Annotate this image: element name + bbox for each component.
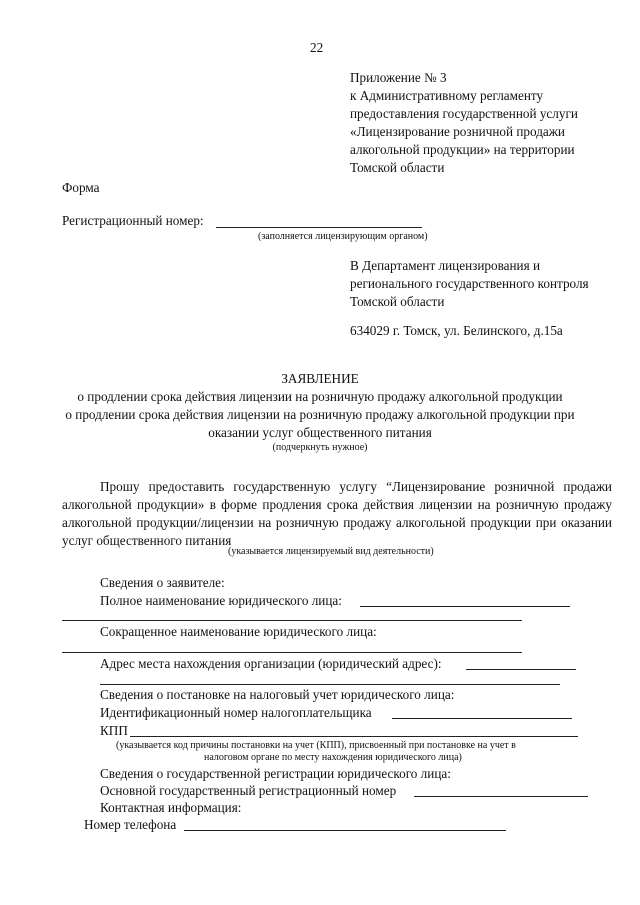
registration-label: Регистрационный номер:: [62, 213, 204, 228]
appendix-line: «Лицензирование розничной продажи: [350, 124, 565, 139]
appendix-line: предоставления государственной услуги: [350, 106, 578, 121]
short-name-label: Сокращенное наименование юридического лица:: [100, 624, 377, 639]
phone-field[interactable]: [184, 830, 506, 831]
recipient-line: В Департамент лицензирования и: [350, 258, 541, 273]
full-name-field-cont[interactable]: [62, 620, 522, 621]
full-name-label: Полное наименование юридического лица:: [100, 593, 342, 608]
page-number: 22: [310, 40, 324, 55]
applicant-header: Сведения о заявителе:: [100, 575, 225, 590]
request-text: Прошу предоставить государственную услугу “Лицензирование розничной продажи алкогольной продукции» в форме продления срока действия лицензии на розничную продажу алкогольной продукции/лицензии на розничную продажу алкогольной продукции при оказании услуг общественного питания: [62, 479, 612, 548]
kpp-field[interactable]: [130, 736, 578, 737]
contacts-header: Контактная информация:: [100, 800, 242, 815]
address-field-cont[interactable]: [100, 684, 560, 685]
short-name-field[interactable]: [62, 652, 522, 653]
form-label: Форма: [62, 180, 100, 195]
inn-label: Идентификационный номер налогоплательщика: [100, 705, 372, 720]
state-reg-header: Сведения о государственной регистрации юридического лица:: [100, 766, 451, 781]
kpp-note: (указывается код причины постановки на учет (КПП), присвоенный при постановке на учет в: [116, 740, 516, 751]
address-field[interactable]: [466, 669, 576, 670]
appendix-line: к Административному регламенту: [350, 88, 544, 103]
ogrn-label: Основной государственный регистрационный номер: [100, 783, 397, 798]
kpp-note-cont: налоговом органе по месту нахождения юридического лица): [204, 752, 462, 763]
title-note: (подчеркнуть нужное): [272, 442, 368, 453]
title-option-2: о продлении срока действия лицензии на розничную продажу алкогольной продукции при: [65, 407, 575, 422]
address-label: Адрес места нахождения организации (юридический адрес):: [100, 656, 442, 671]
appendix-line: Томской области: [350, 160, 445, 175]
phone-label: Номер телефона: [84, 817, 177, 832]
inn-field[interactable]: [392, 718, 572, 719]
document-title: ЗАЯВЛЕНИЕ: [281, 371, 359, 386]
recipient-line: Томской области: [350, 294, 445, 309]
recipient-address: 634029 г. Томск, ул. Белинского, д.15а: [350, 323, 563, 338]
registration-note: (заполняется лицензирующим органом): [258, 231, 428, 242]
tax-header: Сведения о постановке на налоговый учет юридического лица:: [100, 687, 455, 702]
title-option-2-cont: оказании услуг общественного питания: [208, 425, 432, 440]
request-note: (указывается лицензируемый вид деятельности): [228, 546, 434, 557]
ogrn-field[interactable]: [414, 796, 588, 797]
kpp-label: КПП: [100, 723, 128, 738]
appendix-line: Приложение № 3: [350, 70, 447, 85]
registration-number-field[interactable]: [216, 227, 422, 228]
full-name-field[interactable]: [360, 606, 570, 607]
appendix-line: алкогольной продукции» на территории: [350, 142, 575, 157]
request-paragraph: [62, 478, 612, 550]
recipient-line: регионального государственного контроля: [350, 276, 589, 291]
title-option-1: о продлении срока действия лицензии на розничную продажу алкогольной продукции: [77, 389, 563, 404]
